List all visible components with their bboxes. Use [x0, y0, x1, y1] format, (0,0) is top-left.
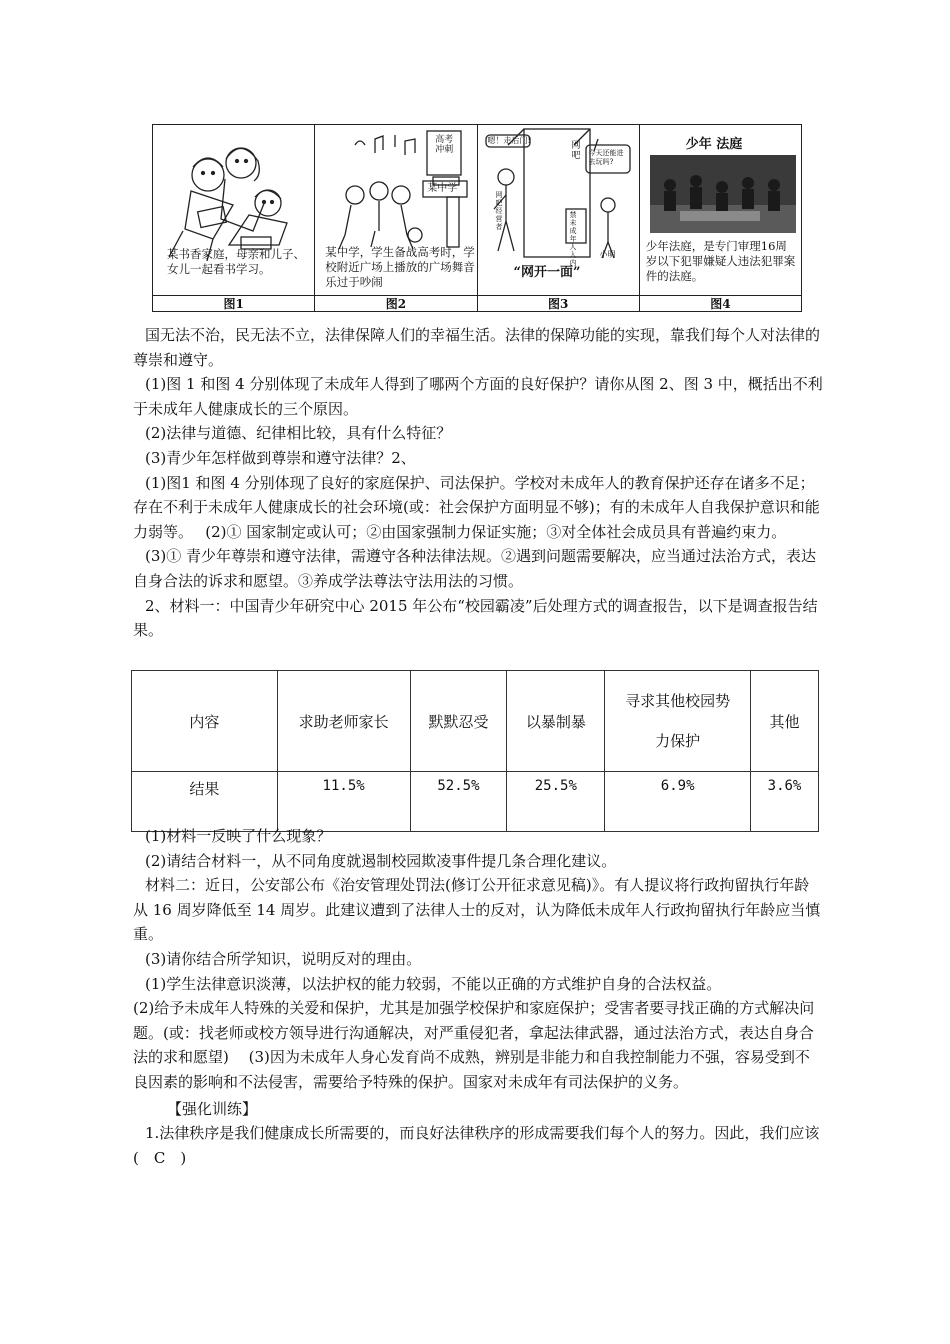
- text-block-2: [133, 824, 823, 1170]
- material-1: 2、材料一：中国青少年研究中心 2015 年公布“校园霸凌”后处理方式的调查报告，以下是调查报告结果。: [133, 596, 818, 640]
- question-4: (1)材料一反映了什么现象？: [145, 827, 332, 845]
- table-header-line: 寻求其他校园势: [625, 692, 731, 710]
- panel-2-caption-text: 某中学，学生备战高考时，学校附近广场上播放的广场舞音乐过于吵闹: [325, 245, 475, 289]
- answer-4: (1)学生法律意识淡薄，以法护权的能力较弱，不能以正确的方式维护自身的合法权益。: [145, 974, 722, 993]
- question-6: (3)请你结合所学知识，说明反对的理由。: [145, 949, 422, 968]
- table-cell: 3.6%: [751, 772, 819, 832]
- answer-1-2: (1)图1 和图 4 分别体现了良好的家庭保护、司法保护。学校对未成年人的教育保护还存在诸多不足；存在不利于未成年人健康成长的社会环境(或：社会保护方面明显不够)；有的未成年人自我保护意识和能力弱等。 (2)① 国家制定或认可；②由国家强制力保证实施；③对全体社会成员具有普遍约束力。: [133, 473, 820, 541]
- question-2: (2)法律与道德、纪律相比较，具有什么特征？: [145, 424, 452, 443]
- panel-2-sign-2: 某中学: [427, 183, 458, 194]
- table-header-cell: 内容: [132, 671, 278, 772]
- table-header-line: 力保护: [655, 732, 701, 750]
- text-block-1: [133, 323, 823, 643]
- comic-panel-4: [640, 125, 801, 295]
- table-header-cell: 以暴制暴: [507, 671, 605, 772]
- panel-2-sign-1: 高考冲刺: [435, 135, 454, 155]
- table-cell: 25.5%: [507, 772, 605, 832]
- table-header-cell: 其他: [751, 671, 819, 772]
- answer-5-6: (2)给予未成年人特殊的关爱和保护，尤其是加强学校保护和家庭保护；受害者要寻找正确的方式解决问题。(或：找老师或校方领导进行沟通解决，对严重侵犯者，拿起法律武器，通过法治方式，表达自身合法的求和愿望) (3)因为未成年人身心发育尚不成熟，辨别是非能力和自我控制能力不强，容易受到不良因素的影响和不法侵害，需要给予特殊的保护。国家对未成年有司法保护的义务。: [133, 999, 815, 1091]
- figure-label-2: 图2: [315, 296, 477, 312]
- panel-3-notice: 禁未成年人入内: [569, 211, 577, 267]
- table-cell: 6.9%: [605, 772, 751, 832]
- panel-4-title: 少年 法庭: [685, 137, 743, 152]
- table-header-cell: 默默忍受: [410, 671, 507, 772]
- figure-label-1: 图1: [153, 296, 315, 312]
- section-heading: 【强化训练】: [167, 1099, 258, 1118]
- table-row-label: 结果: [132, 772, 278, 832]
- panel-3-sign: 网吧: [571, 141, 581, 161]
- table-header-row: [132, 671, 819, 772]
- question-5: (2)请结合材料一，从不同角度就遏制校园欺凌事件提几条合理化建议。: [145, 851, 617, 870]
- panel-3-bubble-2: 今天还能进去玩吗?: [588, 149, 624, 166]
- table-header-cell: 求助老师家长: [277, 671, 410, 772]
- survey-table: [131, 670, 819, 832]
- comic-panel-1: [153, 125, 315, 295]
- figure-label-3: 图3: [478, 296, 640, 312]
- question-3: (3)青少年怎样做到尊崇和遵守法律？2、: [145, 448, 416, 467]
- panel-1-caption-text: 某书香家庭，母亲和儿子、女儿一起看书学习。: [167, 247, 305, 276]
- comic-panel-2: [315, 125, 477, 295]
- answer-3: (3)① 青少年尊崇和遵守法律，需遵守各种法律法规。②遇到问题需要解决，应当通过法治方式，表达自身合法的诉求和愿望。③养成学法尊法守法用法的习惯。: [133, 547, 817, 590]
- intro-paragraph: 国无法不治，民无法不立，法律保障人们的幸福生活。法律的保障功能的实现，靠我们每个人对法律的尊崇和遵守。: [133, 326, 821, 369]
- panel-3-boy-label: 小明: [599, 250, 616, 259]
- panel-3-owner-label: 网吧经营者: [495, 191, 503, 231]
- exercise-1: 1.法律秩序是我们健康成长所需要的，而良好法律秩序的形成需要我们每个人的努力。因此，我们应该( C ): [133, 1124, 820, 1167]
- panel-3-title: “网开一面”: [513, 265, 581, 280]
- material-2: 材料二：近日，公安部公布《治安管理处罚法(修订公开征求意见稿)》。有人提议将行政拘留执行年龄从 16 周岁降低至 14 周岁。此建议遭到了法律人士的反对，认为降低未成年人行政拘留执行年龄应当慎重。: [133, 876, 821, 944]
- comic-panel-3: [478, 125, 640, 295]
- table-cell: 52.5%: [410, 772, 507, 832]
- table-cell: 11.5%: [277, 772, 410, 832]
- question-1: (1)图 1 和图 4 分别体现了未成年人得到了哪两个方面的良好保护？请你从图 2、图 3 中，概括出不利于未成年人健康成长的三个原因。: [133, 375, 823, 418]
- table-row: [132, 772, 819, 832]
- figure-label-4: 图4: [710, 297, 731, 311]
- table-header-cell: [605, 671, 751, 772]
- panel-4-caption-text: 少年法庭，是专门审理16周岁以下犯罪嫌疑人违法犯罪案件的法庭。: [645, 239, 796, 283]
- panel-3-bubble-1: 嗯！走后门!: [487, 136, 531, 145]
- comic-strip: [152, 124, 802, 312]
